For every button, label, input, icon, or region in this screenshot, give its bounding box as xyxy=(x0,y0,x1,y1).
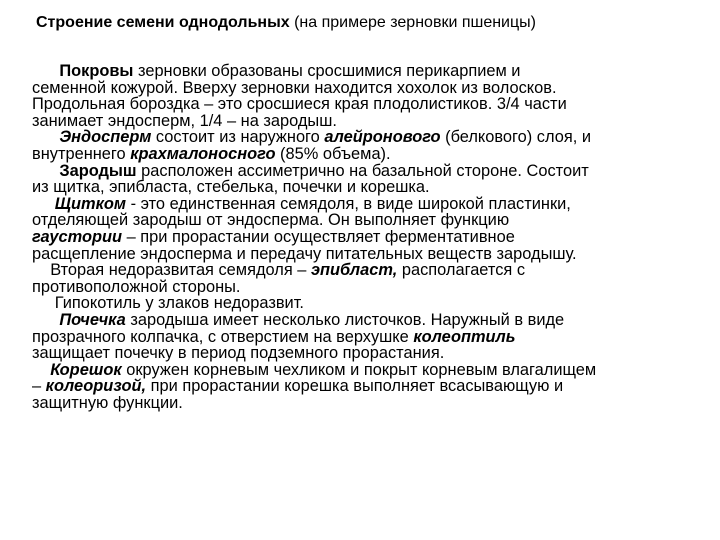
paragraph-indent xyxy=(32,361,50,379)
bold-italic-term: колеоризой, xyxy=(45,377,147,396)
text-run: (белкового) слоя, и xyxy=(440,128,591,147)
paragraph xyxy=(32,129,720,162)
slide-title xyxy=(36,13,536,33)
text-run: внутреннего xyxy=(32,144,131,163)
text-run: Гипокотиль у злаков недоразвит. xyxy=(54,294,304,313)
paragraph-indent xyxy=(32,62,59,80)
text-run: зерновки образованы сросшимися перикарпием и xyxy=(133,62,521,80)
text-run: зародыша имеет несколько листочков. Наружный в виде xyxy=(125,310,565,329)
bold-term: Покровы xyxy=(59,62,134,80)
bold-italic-term: гаустории xyxy=(32,227,123,246)
text-run: при прорастании корешка выполняет всасывающую и xyxy=(146,377,564,396)
bold-italic-term: крахмалоносного xyxy=(130,144,276,163)
text-run: – при прорастании осуществляет ферментативное xyxy=(122,227,515,246)
text-run: противоположной стороны. xyxy=(32,277,241,296)
text-run: состоит из наружного xyxy=(151,128,325,147)
bold-italic-term: Корешок xyxy=(50,360,122,379)
paragraph xyxy=(32,262,720,295)
text-run: расщепление эндосперма и передачу питательных веществ зародышу. xyxy=(32,244,577,263)
text-run: располагается с xyxy=(397,261,526,280)
text-run: расположен ассиметрично на базальной стороне. Состоит xyxy=(136,161,589,180)
paragraph-indent xyxy=(32,311,59,329)
text-run: – xyxy=(32,377,46,396)
slide-body xyxy=(32,63,720,411)
bold-term: Зародыш xyxy=(59,161,137,180)
text-run: Вторая недоразвитая семядоля – xyxy=(50,261,311,280)
bold-italic-term: алейронового xyxy=(324,128,441,147)
paragraph xyxy=(32,63,720,129)
text-run: занимает эндосперм, 1/4 – на зародыш. xyxy=(32,111,337,130)
paragraph-indent xyxy=(32,162,59,180)
text-run: - это единственная семядоля, в виде широкой пластинки, xyxy=(126,194,571,213)
bold-italic-term: Щитком xyxy=(54,194,127,213)
text-run: прозрачного колпачка, с отверстием на верхушке xyxy=(32,327,414,346)
text-run: Продольная бороздка – это сросшиеся края плодолистиков. 3/4 части xyxy=(32,95,567,114)
text-run: защищает почечку в период подземного прорастания. xyxy=(32,344,445,363)
paragraph xyxy=(32,196,720,262)
bold-italic-term: эпибласт, xyxy=(310,261,398,280)
text-run: из щитка, эпибласта, стебелька, почечки и корешка. xyxy=(32,178,430,197)
text-run: (85% объема). xyxy=(275,144,391,163)
paragraph-indent xyxy=(32,195,55,213)
text-run: защитную функции. xyxy=(32,393,183,412)
paragraph-indent xyxy=(32,261,50,279)
bold-italic-term: колеоптиль xyxy=(413,327,516,346)
paragraph xyxy=(32,362,720,412)
bold-italic-term: Эндосперм xyxy=(59,128,152,147)
bold-italic-term: Почечка xyxy=(59,310,126,329)
paragraph-indent xyxy=(32,128,59,146)
paragraph xyxy=(32,295,720,312)
paragraph xyxy=(32,163,720,196)
slide-title-bold: Строение семени однодольных xyxy=(36,14,290,31)
slide-title-rest: (на примере зерновки пшеницы) xyxy=(289,14,536,31)
text-run: окружен корневым чехликом и покрыт корневым влагалищем xyxy=(121,360,597,379)
paragraph xyxy=(32,312,720,362)
paragraph-indent xyxy=(32,294,55,312)
text-run: отделяющей зародыш от эндосперма. Он выполняет функцию xyxy=(32,211,510,230)
text-run: семенной кожурой. Вверху зерновки находится хохолок из волосков. xyxy=(32,78,557,97)
